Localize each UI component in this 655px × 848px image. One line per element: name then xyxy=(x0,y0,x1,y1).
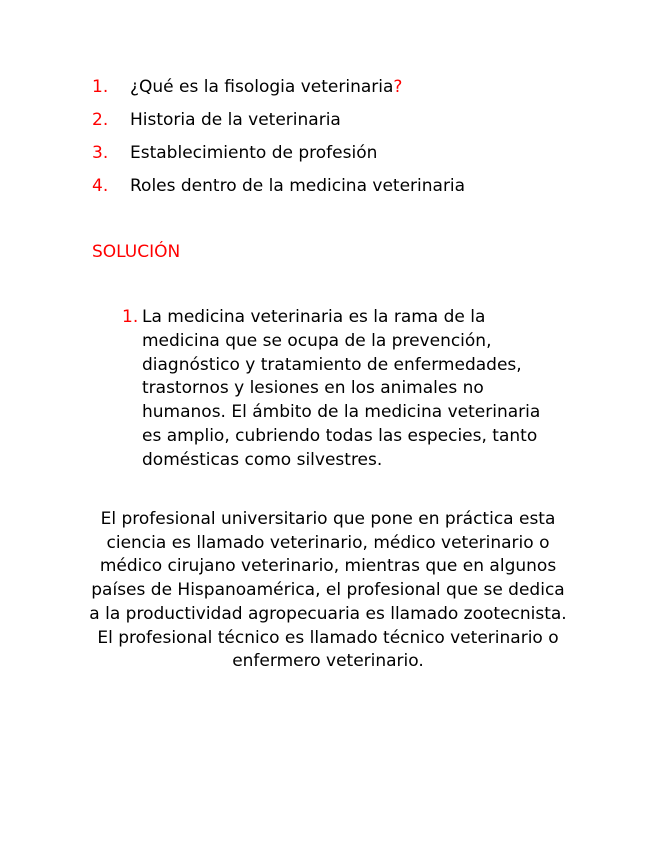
topic-text: Historia de la veterinaria xyxy=(130,110,341,130)
topic-item xyxy=(92,108,465,141)
topic-text: Establecimiento de profesión xyxy=(130,143,378,163)
answer-item xyxy=(122,306,562,473)
topic-suffix: ? xyxy=(393,77,403,97)
topic-number: 4. xyxy=(92,176,109,196)
closing-paragraph: El profesional universitario que pone en práctica esta ciencia es llamado veterinario, médico veterinario o médico cirujano veterinario, mientras que en algunos países de Hispanoamérica, el profesional que se dedica a la productividad agropecuaria es llamado zootecnista. El profesional técnico es llamado técnico veterinario o enfermero veterinario. xyxy=(89,509,567,672)
topic-text: ¿Qué es la fisologia veterinaria xyxy=(130,77,394,97)
solution-heading: SOLUCIÓN xyxy=(92,242,181,262)
answer-text: La medicina veterinaria es la rama de la medicina que se ocupa de la prevención, diagnóstico y tratamiento de enfermedades, trastornos y lesiones en los animales no humanos. El ámbito de la medicina veterinaria es amplio, cubriendo todas las especies, tanto domésticas como silvestres. xyxy=(142,307,541,470)
topic-number: 3. xyxy=(92,143,109,163)
topic-item xyxy=(92,141,465,174)
topic-list xyxy=(92,75,465,207)
topic-item xyxy=(92,174,465,207)
topic-text: Roles dentro de la medicina veterinaria xyxy=(130,176,466,196)
topic-number: 1. xyxy=(92,77,109,97)
answer-number: 1. xyxy=(122,307,139,327)
topic-number: 2. xyxy=(92,110,109,130)
topic-item xyxy=(92,75,465,108)
